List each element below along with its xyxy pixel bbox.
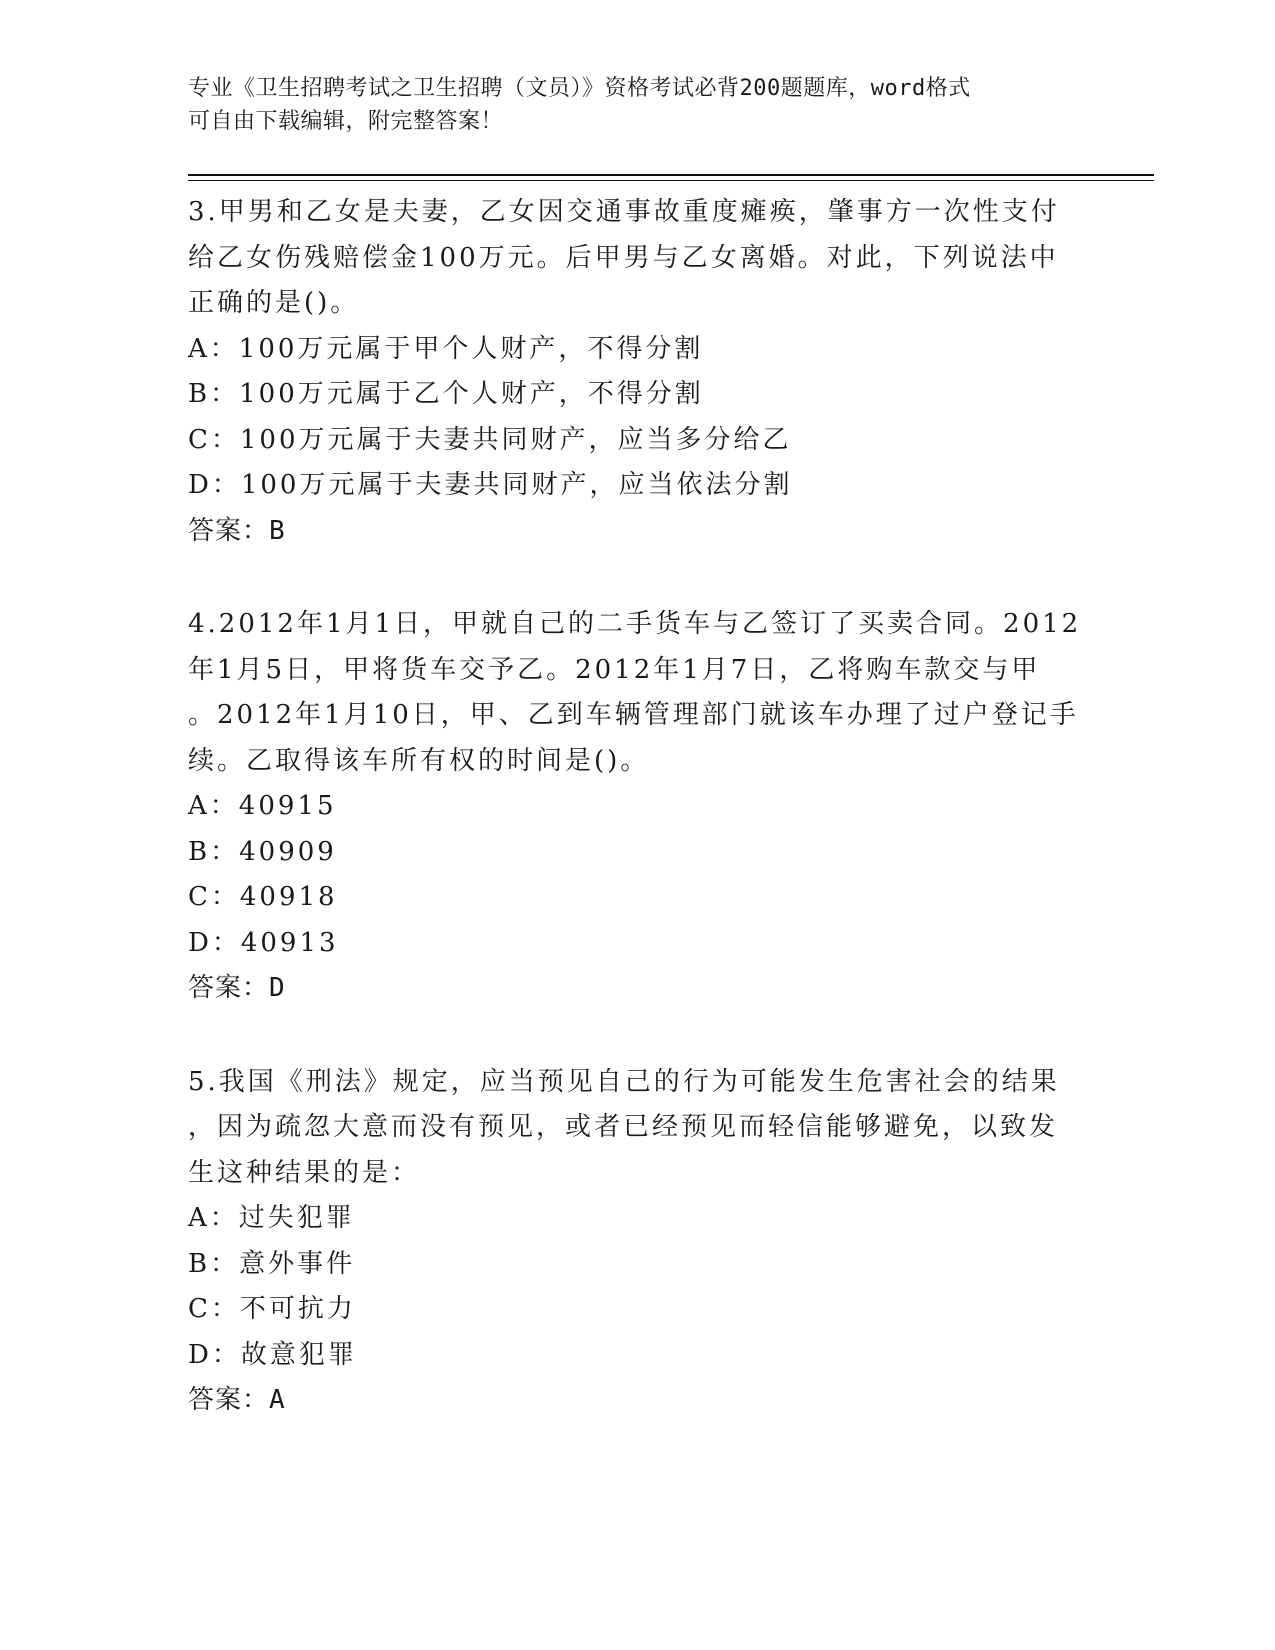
question-4 xyxy=(188,602,1088,1012)
answer: 答案：D xyxy=(188,973,286,1003)
option-a: A：100万元属于甲个人财产，不得分割 xyxy=(188,333,704,364)
question-stem-line: 5.我国《刑法》规定，应当预见自己的行为可能发生危害社会的结果 xyxy=(188,1066,1060,1097)
header-title-line-2: 可自由下载编辑，附完整答案！ xyxy=(188,109,504,134)
question-list xyxy=(188,190,1088,1472)
question-stem-line: 4.2012年1月1日，甲就自己的二手货车与乙签订了买卖合同。2012 xyxy=(188,609,1082,639)
question-stem-line: 3.甲男和乙女是夫妻，乙女因交通事故重度瘫痪，肇事方一次性支付 xyxy=(188,197,1060,227)
option-d: D：故意犯罪 xyxy=(188,1339,357,1370)
question-stem-line: 续。乙取得该车所有权的时间是()。 xyxy=(188,745,650,776)
document-header xyxy=(188,72,1068,138)
option-b: B：40909 xyxy=(188,836,337,867)
option-c: C：40918 xyxy=(188,882,338,912)
option-c: C：不可抗力 xyxy=(188,1294,356,1324)
question-stem-line: 给乙女伤残赔偿金100万元。后甲男与乙女离婚。对此，下列说法中 xyxy=(188,242,1059,273)
header-rule-thick xyxy=(188,174,1154,176)
header-rule-thin xyxy=(188,180,1154,181)
option-a: A：40915 xyxy=(188,791,337,821)
question-stem-line: 。2012年1月10日，甲、乙到车辆管理部门就该车办理了过户登记手 xyxy=(188,700,1079,730)
option-b: B：意外事件 xyxy=(188,1248,356,1279)
question-stem-line: ，因为疏忽大意而没有预见，或者已经预见而轻信能够避免，以致发 xyxy=(188,1112,1059,1142)
question-stem-line: 正确的是()。 xyxy=(188,288,360,318)
option-b: B：100万元属于乙个人财产，不得分割 xyxy=(188,379,704,409)
option-c: C：100万元属于夫妻共同财产，应当多分给乙 xyxy=(188,424,792,455)
option-a: A：过失犯罪 xyxy=(188,1203,355,1233)
question-3 xyxy=(188,190,1088,554)
option-d: D：40913 xyxy=(188,927,339,958)
question-5 xyxy=(188,1060,1088,1424)
header-title-line-1: 专业《卫生招聘考试之卫生招聘（文员）》资格考试必背200题题库，word格式 xyxy=(188,76,971,101)
answer: 答案：A xyxy=(188,1385,286,1415)
question-stem-line: 生这种结果的是： xyxy=(188,1157,421,1188)
option-d: D：100万元属于夫妻共同财产，应当依法分割 xyxy=(188,470,793,500)
answer: 答案：B xyxy=(188,515,286,546)
question-stem-line: 年1月5日，甲将货车交予乙。2012年1月7日，乙将购车款交与甲 xyxy=(188,654,1041,685)
